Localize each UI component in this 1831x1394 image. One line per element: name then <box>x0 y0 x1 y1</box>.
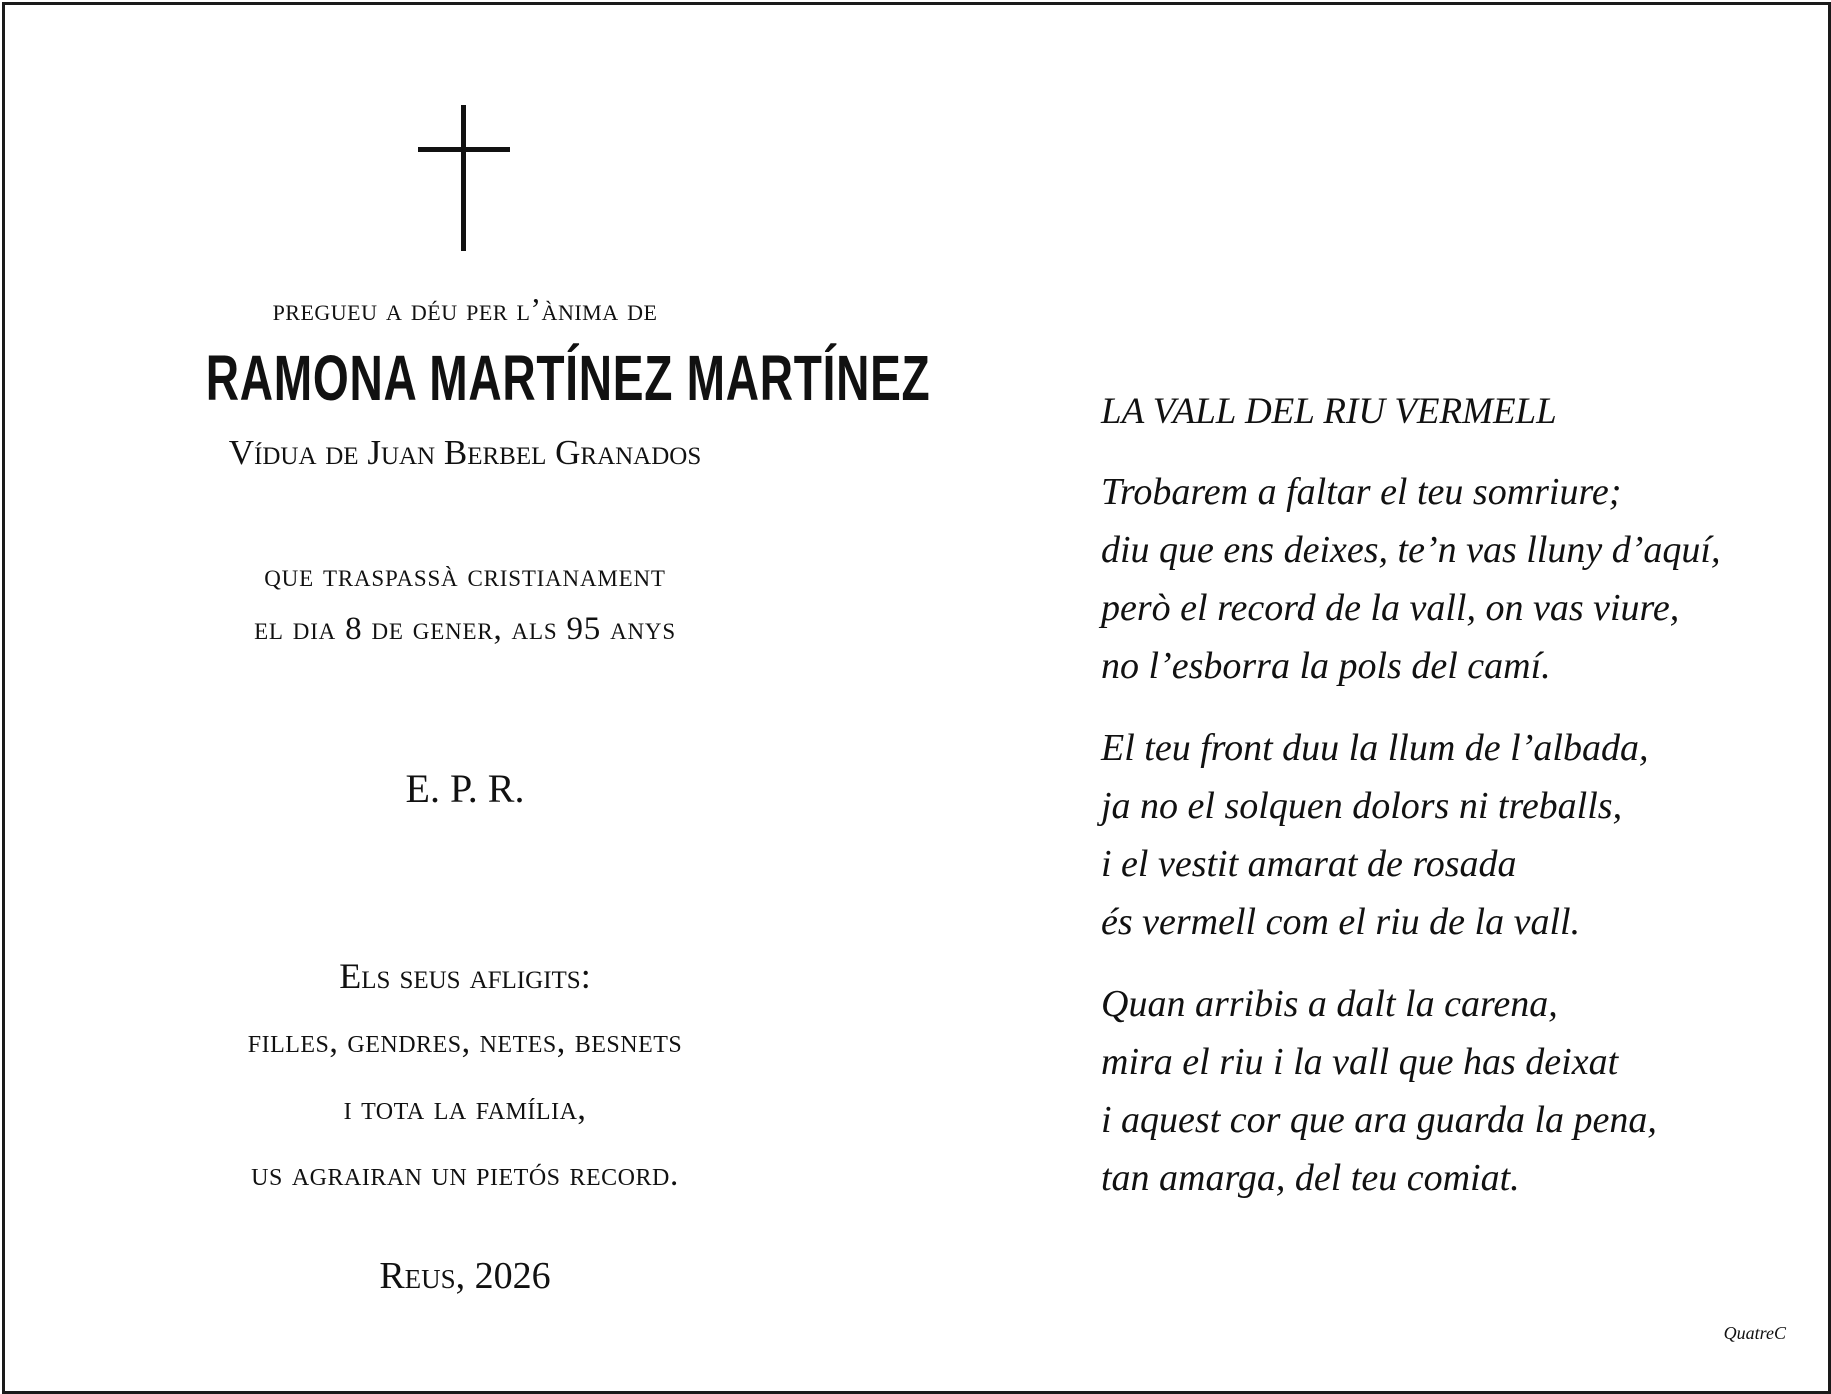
poem-title: LA VALL DEL RIU VERMELL <box>1101 391 1557 432</box>
latin-cross-icon <box>418 105 510 251</box>
mourners-line-2: i tota la família, <box>343 1090 587 1127</box>
deceased-name: RAMONA MARTÍNEZ MARTÍNEZ <box>205 342 931 414</box>
prayer-line: pregueu a déu per l’ànima de <box>272 291 658 327</box>
poem-line: tan amarga, del teu comiat. <box>1101 1157 1520 1199</box>
printer-mark: QuatreC <box>1723 1323 1786 1343</box>
poem-line: El teu front duu la llum de l’albada, <box>1101 727 1649 769</box>
poem-stanza-3 <box>1101 975 1720 1207</box>
passed-line-1: que traspassà cristianament <box>264 558 666 594</box>
poem-line: mira el riu i la vall que has deixat <box>1101 1041 1619 1083</box>
place-and-year: Reus, 2026 <box>379 1255 551 1297</box>
poem-line: Trobarem a faltar el teu somriure; <box>1101 471 1622 513</box>
widow-line: Vídua de Juan Berbel Granados <box>228 433 702 472</box>
poem-line: i el vestit amarat de rosada <box>1101 843 1517 885</box>
poem <box>1101 383 1720 1231</box>
poem-line: és vermell com el riu de la vall. <box>1101 901 1581 943</box>
mourners-line-3: us agrairan un pietós record. <box>251 1156 679 1193</box>
memorial-card <box>2 2 1831 1394</box>
poem-line: però el record de la vall, on vas viure, <box>1101 587 1680 629</box>
mourners-line-1: filles, gendres, netes, besnets <box>247 1023 683 1060</box>
poem-line: Quan arribis a dalt la carena, <box>1101 983 1558 1025</box>
poem-line: no l’esborra la pols del camí. <box>1101 645 1551 687</box>
poem-stanza-1 <box>1101 463 1720 695</box>
poem-line: diu que ens deixes, te’n vas lluny d’aquí, <box>1101 529 1721 571</box>
poem-line: i aquest cor que ara guarda la pena, <box>1101 1099 1657 1141</box>
passed-line-2: el dia 8 de gener, als 95 anys <box>254 611 676 647</box>
epr-abbreviation: E. P. R. <box>405 766 525 811</box>
mourners-heading: Els seus afligits: <box>339 956 591 996</box>
poem-stanza-2 <box>1101 719 1720 951</box>
poem-line: ja no el solquen dolors ni treballs, <box>1101 785 1623 827</box>
